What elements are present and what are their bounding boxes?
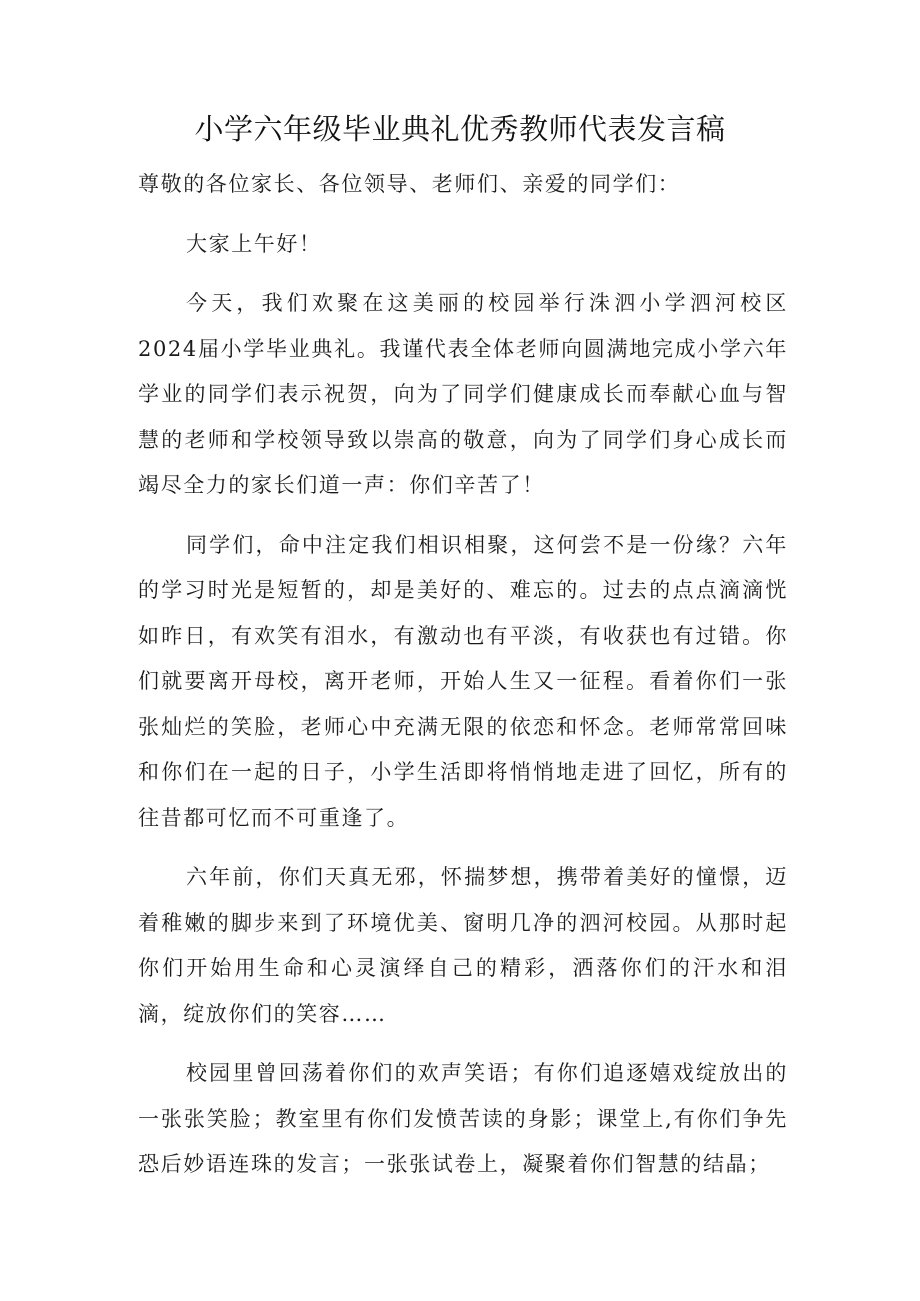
paragraph-memories: 同学们，命中注定我们相识相聚，这何尝不是一份缘？六年的学习时光是短暂的，却是美好的、难忘的。过去的点点滴滴恍如昨日，有欢笑有泪水，有激动也有平淡，有收获也有过错。你们就要离开母校，离开老师，开始人生又一征程。看着你们一张张灿烂的笑脸，老师心中充满无限的依恋和怀念。老师常常回味和你们在一起的日子，小学生活即将悄悄地走进了回忆，所有的往昔都可忆而不可重逢了。 <box>138 532 788 830</box>
salutation: 尊敬的各位家长、各位领导、老师们、亲爱的同学们： <box>138 172 681 196</box>
greeting: 大家上午好！ <box>186 231 322 256</box>
document-body <box>138 162 788 1202</box>
paragraph-campus: 校园里曾回荡着你们的欢声笑语；有你们追逐嬉戏绽放出的一张张笑脸；教室里有你们发愤苦读的身影；课堂上,有你们争先恐后妙语连珠的发言；一张张试卷上，凝聚着你们智慧的结晶； <box>138 1061 788 1176</box>
paragraph-opening: 今天，我们欢聚在这美丽的校园举行洙泗小学泗河校区2024届小学毕业典礼。我谨代表全体老师向圆满地完成小学六年学业的同学们表示祝贺，向为了同学们健康成长而奉献心血与智慧的老师和学校领导致以崇高的敬意，向为了同学们身心成长而竭尽全力的家长们道一声：你们辛苦了！ <box>138 291 788 497</box>
document-title: 小学六年级毕业典礼优秀教师代表发言稿 <box>194 112 726 146</box>
paragraph-six-years-ago: 六年前，你们天真无邪，怀揣梦想，携带着美好的憧憬，迈着稚嫩的脚步来到了环境优美、窗明几净的泗河校园。从那时起你们开始用生命和心灵演绎自己的精彩，洒落你们的汗水和泪滴，绽放你们的笑容…… <box>138 865 788 1026</box>
